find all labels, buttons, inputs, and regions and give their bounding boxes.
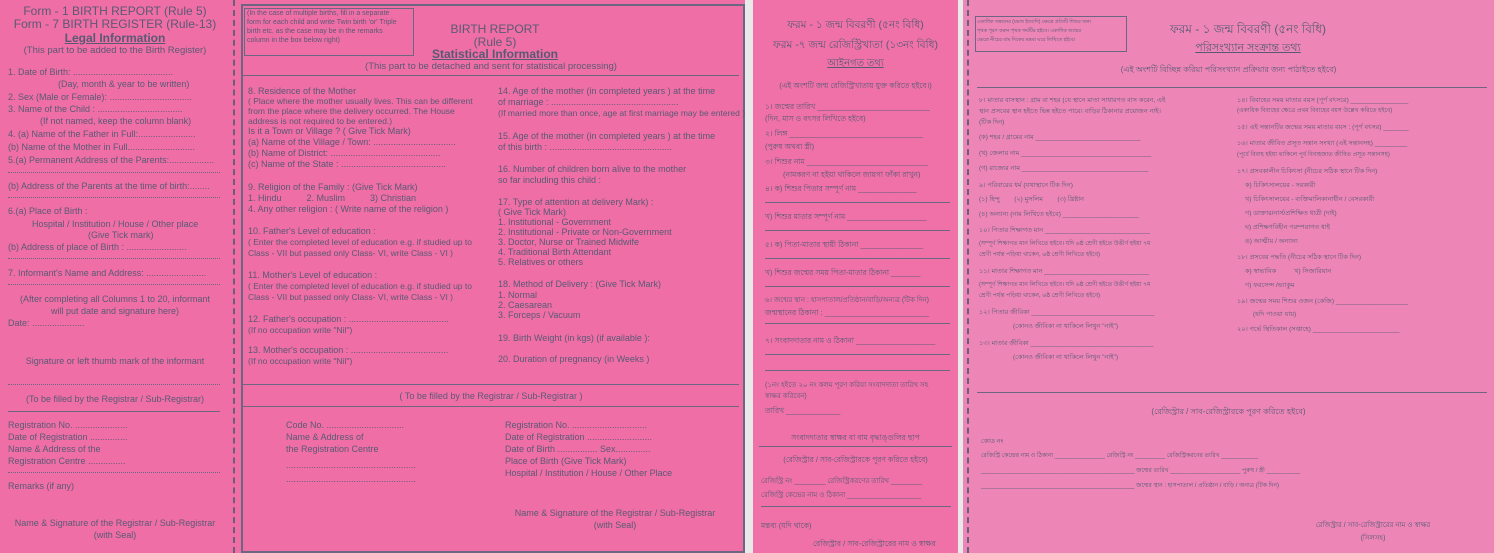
bn-q12-note: (কোনও জীবিকা না থাকিলে লিখুন "নাই") (1013, 323, 1119, 330)
bn-place-of-birth[interactable]: ৬। জন্মের স্থান : হাসপাতাল/প্রতিষ্ঠান/বাড়ি/অন্যত্র (টিক দিন) (765, 297, 930, 304)
bn-q8-town[interactable]: (ক) শহর / গ্রামের নাম _____________________________ (979, 134, 1141, 141)
bn-q16-note: (পূর্বে বিবাহ হইয়া থাকিলে পূর্ব বিবাহজাত জীবিত প্রসূত সন্তানসহ) (1237, 152, 1390, 158)
bn-q13-note: (কোনও জীবিকা না থাকিলে লিখুন "নাই") (1013, 354, 1119, 361)
q8a-village-town[interactable]: (a) Name of the Village / Town: ................................. (248, 137, 456, 147)
field-address-at-birth[interactable]: (b) Address of the Parents at the time of birth:........ (8, 181, 210, 191)
q13-mother-occupation[interactable]: 13. Mother's occupation : ....................................... (248, 345, 449, 355)
q8-note-3: address is not required to be entered.) (248, 116, 393, 126)
q16-field[interactable]: so far including this child : (498, 175, 602, 185)
bn-stat-heading: পরিসংখ্যান সংক্রান্ত তথ্য (1195, 42, 1301, 54)
q11-mother-education[interactable]: 11. Mother's Level of education : (248, 270, 378, 280)
field-address-place-of-birth[interactable]: (b) Address of place of Birth : ........................ (8, 242, 187, 252)
multiple-birth-note-2: form for each child and write Twin birth 'or' Triple (247, 19, 397, 26)
bn-q17: ১৭। প্রসবকালীন চিকিৎসা (নীচের সঠিক স্থানে টিক দিন) (1237, 168, 1378, 175)
field-place-of-birth[interactable]: 6.(a) Place of Birth : (8, 206, 88, 216)
informant-note-2: will put date and signature here) (50, 306, 180, 316)
stat-registrar-signature: Name & Signature of the Registrar / Sub-Registrar (514, 508, 716, 518)
rule-5-label: (Rule 5) (473, 35, 517, 49)
q19-birth-weight[interactable]: 19. Birth Weight (in kgs) (if available ): (498, 333, 650, 343)
bn-q10-note-1: (সম্পূর্ণ শিক্ষাগত মান লিখিতে হইবে। যদি ৬ষ্ঠ শ্রেণী হইতে উত্তীর্ণ হইয়া ৭ম (979, 241, 1151, 247)
bn-form-7-title: ফরম -৭ জন্ম রেজিস্ট্রিখাতা (১৩নং বিধি) (773, 39, 938, 51)
bn-q14-note: (একাধিক বিবাহের ক্ষেত্রে প্রথম বিবাহের বয়স উল্লেখ করিতে হইবে) (1237, 108, 1393, 114)
bn-stat-registrar-note: (রেজিস্ট্রার / সাব-রেজিস্ট্রারকে পূরণ করিতে হইবে) (1151, 407, 1306, 416)
stat-place-options[interactable]: Hospital / Institution / House / Other Place (505, 468, 673, 478)
bn-q18: ১৮। প্রসবের পদ্ধতি (নীচের সঠিক স্থানে টিক দিন) (1237, 254, 1361, 261)
multiple-birth-note-4: column in the box below right) (247, 37, 340, 44)
bn-stat-reg-line-1[interactable]: রেজিস্ট্রি কেন্দ্রের নাম ও ঠিকানা _______________ রেজিস্ট্রি নং _________ রেজিস্ট্রিকরণের তারিখ ___________ (981, 453, 1259, 459)
bn-date[interactable]: তারিখ _____________ (765, 406, 841, 415)
bn-multiple-note-2: পৃথক পূরণ করুন পৃথক ফর্মটির হইবে। একাধিক জন্মের (977, 28, 1082, 34)
bn-child-name[interactable]: ৩। শিশুর নাম _____________________________ (765, 157, 928, 166)
stat-registration-no[interactable]: Registration No. .............................. (505, 420, 648, 430)
bn-q19[interactable]: ১৯। জন্মের সময় শিশুর ওজন (কেজি) ____________________ (1237, 298, 1409, 305)
bn-mother-name[interactable]: খ) শিশুর মাতার সম্পূর্ণ নাম ___________________ (765, 212, 927, 221)
bn-q9-options[interactable]: (১) হিন্দু (২) মুসলিম (৩) খ্রিষ্টান (979, 196, 1085, 203)
bn-perforation-line (967, 0, 969, 553)
bn-child-name-hint: (নামকরণ না হইয়া থাকিলে জায়গা ফাঁকা রাখুন) (783, 170, 921, 179)
bn-dob-hint: (দিন, মাস ও বৎসর লিখিতে হইবে) (765, 114, 866, 123)
perforation-line (233, 0, 235, 553)
hint-date: (Day, month & year to be written) (58, 79, 190, 89)
bn-stat-subnote: (এই অংশটি বিচ্ছিন্ন করিয়া পরিসংখ্যান প্রক্রিয়ার জন্য পাঠাইতে হইবে) (1120, 65, 1337, 74)
bn-q11-note-1: (সম্পূর্ণ শিক্ষাগত মান লিখিতে হইবে। যদি ৬ষ্ঠ শ্রেণী হইতে উত্তীর্ণ হইয়া ৭ম (979, 282, 1151, 288)
field-child-name[interactable]: 3. Name of the Child : .................................. (8, 104, 183, 114)
registrar-fill-note: (To be filled by the Registrar / Sub-Registrar) (25, 394, 205, 404)
bn-stat-with-seal: (সিলসহ) (1360, 535, 1386, 542)
bengali-statistical-sheet (963, 0, 1494, 553)
q10-note-1: ( Enter the completed level of education e.g. if studied up to (248, 237, 472, 247)
q8-note-1: ( Place where the mother usually lives. This can be different (248, 96, 473, 106)
bn-form-1-title: ফরম - ১ জন্ম বিবরণী (৫নং বিধি) (787, 19, 924, 31)
field-father-name[interactable]: 4. (a) Name of the Father in Full:....................... (8, 129, 196, 139)
registrar-signature-label: Name & Signature of the Registrar / Sub-Registrar (14, 518, 216, 528)
q20-pregnancy-duration[interactable]: 20. Duration of pregnancy (in Weeks ) (498, 354, 650, 364)
q10-father-education[interactable]: 10. Father's Level of education : (248, 226, 376, 236)
bn-q12[interactable]: ১২। পিতার জীবিকা __________________________________ (979, 309, 1155, 316)
informant-signature-label: Signature or left thumb mark of the informant (25, 356, 205, 366)
q8-residence: 8. Residence of the Mother (248, 86, 357, 96)
bn-multiple-note-3: ক্ষেত্রে নীচের বাম দিকের মন্তব্য ঘরে লিখিতে হইবে। (977, 37, 1076, 43)
bn-informant-note-1: (১নং হইতে ২০ নং কলম পূরণ করিয়া সংবাদদাতা তারিখ সহ (765, 382, 929, 389)
bn-q10[interactable]: ১০। পিতার শিক্ষাগত মান _____________________________ (979, 227, 1150, 234)
q11-note-1: ( Enter the completed level of education e.g. if studied up to (248, 281, 472, 291)
q14-age-at-marriage: 14. Age of the mother (in completed years ) at the time (498, 86, 716, 96)
q9-other[interactable]: 4. Any other religion : ( Write name of the religion ) (248, 204, 449, 214)
bn-address-at-birth[interactable]: খ) শিশুর জন্মের সময় পিতা-মাতার ঠিকানা _______ (765, 268, 921, 277)
q15-age-at-birth: 15. Age of the mother (in completed years ) at the time (498, 131, 716, 141)
code-no-field[interactable]: Code No. ............................... (286, 420, 405, 430)
english-birth-report-sheet (0, 0, 745, 553)
bn-stat-reg-line-3[interactable]: ______________________________________________ জন্মের স্থান : হাসপাতাল / প্রতিষ্ঠান / বাড়ি / অন্যত্র (টিক দিন) (981, 483, 1280, 489)
stat-registrar-note: ( To be filled by the Registrar / Sub-Registrar ) (399, 391, 583, 401)
centre-line-1[interactable]: .................................................... (286, 460, 417, 470)
q16-children-alive: 16. Number of children born alive to the mother (498, 164, 687, 174)
bn-permanent-address[interactable]: ৫। ক) পিতা-মাতার স্থায়ী ঠিকানা _______________ (765, 240, 924, 249)
bn-q14[interactable]: ১৪। বিবাহের সময় মাতার বয়স (পূর্ণ বৎসরে) ________________ (1237, 97, 1409, 104)
bn-registrar-signature: রেজিস্ট্রার / সাব-রেজিস্ট্রারের নাম ও স্বাক্ষর (813, 539, 936, 548)
q17-opt-4[interactable]: 4. Traditional Birth Attendant (498, 247, 612, 257)
field-remarks[interactable]: Remarks (if any) (8, 481, 75, 491)
bn-informant-note-2: স্বাক্ষর করিবেন) (765, 393, 807, 400)
hint-child-name: (If not named, keep the column blank) (40, 116, 192, 126)
name-address-label: Name & Address of (286, 432, 364, 442)
bn-q18-opt-2[interactable]: গ) ফরসেপ্স /ভ্যাকুম (1245, 282, 1295, 289)
bn-place-address[interactable]: জন্মস্থানের ঠিকানা : _________________________ (765, 308, 929, 317)
stat-date-of-registration[interactable]: Date of Registration .......................... (505, 432, 653, 442)
bn-q13[interactable]: ১৩। মাতার জীবিকা __________________________________ (979, 340, 1154, 347)
bn-q8-state[interactable]: (গ) রাজ্যের নাম ___________________________________ (979, 165, 1149, 172)
bn-q9-other[interactable]: (৪) অন্যান্য (নাম লিখিতে হইবে) _____________________ (979, 211, 1139, 218)
bn-date-of-birth[interactable]: ১। জন্মের তারিখ ___________________________ (765, 102, 930, 111)
form-7-title: Form - 7 BIRTH REGISTER (Rule-13) (13, 17, 217, 31)
q17-opt-3[interactable]: 3. Doctor, Nurse or Trained Midwife (498, 237, 640, 247)
bn-informant-signature: সংবাদদাতার স্বাক্ষর বা বাম বৃদ্ধাঙ্গুলির ছাপ (791, 433, 920, 442)
field-date-of-registration[interactable]: Date of Registration ............... (8, 432, 128, 442)
bn-q16[interactable]: ১৬। মাতার জীবিত প্রসূত সন্তান সংখ্যা (এই সন্তানসহ) _________ (1237, 140, 1408, 147)
bn-legal-note: (এই অংশটি জন্ম রেজিস্ট্রিখাতায় যুক্ত করিতে হইবে।) (779, 81, 932, 90)
bn-q9: ৯। পরিবারের ধর্ম (যথাস্থানে টিক দিন) (979, 182, 1073, 189)
q14-field[interactable]: of marriage : ................................................... (498, 97, 679, 107)
q12-note: (If no occupation write "Nil") (248, 325, 353, 335)
bn-q20[interactable]: ২০। গর্ভে স্থিতিকাল (সপ্তাহে) ________________________ (1237, 326, 1400, 333)
form-1-title: Form - 1 BIRTH REPORT (Rule 5) (23, 4, 207, 18)
bn-q8-district[interactable]: (খ) জেলার নাম ____________________________________ (979, 150, 1152, 157)
q8b-district[interactable]: (b) Name of District: ............................................ (248, 148, 441, 158)
field-sex[interactable]: 2. Sex (Male or Female): ................................. (8, 92, 193, 102)
bn-q17-opt-1[interactable]: ক) চিকিৎসালয়ের - সরকারী (1245, 182, 1316, 189)
bn-q17-opt-5[interactable]: ঙ) আত্মীয় / অন্যান্য (1245, 238, 1298, 245)
bn-q11[interactable]: ১১। মাতার শিক্ষাগত মান _____________________________ (979, 268, 1150, 275)
bn-q8-note: স্থান প্রসবের স্থান হইতে ভিন্ন হইতে পারে। বাড়ির ঠিকানার প্রয়োজন নাই। (979, 108, 1161, 115)
bn-q10-note-2: শ্রেণী পর্যন্ত পড়িয়া থাকেন, ৬ষ্ঠ শ্রেণী লিখিতে হইবে) (979, 252, 1101, 258)
bn-registration-no[interactable]: রেজিস্ট্রি নং ________ রেজিস্ট্রিকরণের তারিখ ________ (761, 478, 923, 485)
bn-q8-tick: (টিক দিন) (979, 119, 1005, 126)
multiple-birth-note-1: (In the case of multiple births, fill in a separate (247, 10, 390, 17)
bn-code-no[interactable]: কোড নং (981, 438, 1004, 445)
q8-town-village[interactable]: Is it a Town or Village ? ( Give Tick Mark) (248, 126, 411, 136)
bn-father-name[interactable]: ৪। ক) শিশুর পিতার সম্পূর্ণ নাম ______________ (765, 184, 917, 193)
bn-q19-note: (যদি পাওয়া যায়) (1253, 311, 1297, 318)
bn-sex[interactable]: ২। লিঙ্গ ________________________________ (765, 129, 923, 138)
field-date[interactable]: Date: ..................... (8, 318, 85, 328)
bn-multiple-note-1: একাধিক সন্তানের (যমজ ইত্যাদি) ক্ষেত্রে প্রতিটি শিশুর জন্য (977, 19, 1092, 25)
q9-options[interactable]: 1. Hindu 2. Muslim 3) Christian (248, 193, 417, 203)
stat-with-seal: (with Seal) (593, 520, 637, 530)
place-options: Hospital / Institution / House / Other place (32, 219, 199, 229)
statistical-subnote: (This part to be detached and sent for statistical processing) (365, 61, 617, 72)
multiple-birth-note-3: birth etc. as the case may be in the remarks (247, 28, 383, 35)
centre-line-2[interactable]: .................................................... (286, 474, 417, 484)
q18-method: 18. Method of Delivery : (Give Tick Mark) (498, 279, 662, 289)
field-informant[interactable]: 7. Informant's Name and Address: ........................ (8, 268, 207, 278)
field-permanent-address[interactable]: 5.(a) Permanent Address of the Parents:.................. (8, 155, 215, 165)
field-mother-name[interactable]: (b) Name of the Mother in Full........................... (8, 142, 196, 152)
birth-report-title: BIRTH REPORT (450, 22, 540, 36)
q14-note: (If married more than once, age at first marriage may be entered ) (498, 108, 745, 118)
bn-sex-hint: (পুরুষ অথবা স্ত্রী) (765, 142, 815, 151)
q17-opt-1[interactable]: 1. Institutional - Government (498, 217, 612, 227)
bn-stat-title: ফরম - ১ জন্ম বিবরণী (৫নং বিধি) (1169, 22, 1327, 36)
hint-tick-mark: (Give Tick mark) (88, 230, 154, 240)
legal-information-heading: Legal Information (64, 31, 166, 45)
field-registration-centre[interactable]: Registration Centre ............... (8, 456, 126, 466)
field-name-address-label: Name & Address of the (8, 444, 101, 454)
q18-opt-2[interactable]: 2. Caesarean (498, 300, 553, 310)
q8c-state[interactable]: (c) Name of the State : .......................................... (248, 159, 447, 169)
bn-q11-note-2: শ্রেণী পর্যন্ত পড়িয়া থাকেন, ৬ষ্ঠ শ্রেণী লিখিতে হইবে) (979, 293, 1101, 299)
bengali-legal-sheet (753, 0, 958, 553)
bn-registrar-note: (রেজিস্ট্রার / সাব-রেজিস্ট্রারকে পূরণ করিতে হইবে) (783, 455, 928, 464)
bn-stat-reg-line-2[interactable]: ______________________________________________ জন্মের তারিখ _____________________ পুরুষ / স্ত্রী __________ (981, 468, 1300, 474)
q11-note-2: Class - VII but passed only Class- VI, write Class - VI ) (248, 292, 454, 302)
with-seal-label: (with Seal) (93, 530, 137, 540)
bn-q18-opt-1[interactable]: ক) স্বাভাবিক খ) সিজারিয়ান (1245, 268, 1332, 275)
field-date-of-birth[interactable]: 1. Date of Birth: ........................................ (8, 67, 174, 77)
bn-remarks[interactable]: মন্তব্য (যদি থাকে) (761, 521, 812, 530)
bn-q17-opt-4[interactable]: ঘ) প্রশিক্ষণবিহীন পরম্পরাগত ধাই (1245, 224, 1331, 231)
legal-note: (This part to be added to the Birth Register) (23, 45, 207, 56)
q17-tick-hint: ( Give Tick Mark) (498, 207, 567, 217)
q13-note: (If no occupation write "Nil") (248, 356, 353, 366)
q9-religion: 9. Religion of the Family : (Give Tick Mark) (248, 182, 418, 192)
bn-registration-centre[interactable]: রেজিস্ট্রি কেন্দ্রের নাম ও ঠিকানা ___________________ (761, 492, 922, 499)
stat-date-of-birth-sex[interactable]: Date of Birth ................ Sex.............. (505, 444, 651, 454)
q15-field[interactable]: of this birth : ................................................. (498, 142, 673, 152)
q8-note-2: from the place where the delivery occurred. The House (248, 106, 455, 116)
registration-centre-label: the Registration Centre (286, 444, 379, 454)
bn-q15[interactable]: ১৫। এই সন্তানটির জন্মের সময় মাতার বয়স : (পূর্ণ বৎসর) _______ (1237, 124, 1409, 131)
bn-stat-registrar-signature: রেজিস্ট্রার / সাব-রেজিস্ট্রারের নাম ও স্বাক্ষর (1315, 522, 1431, 529)
bn-legal-heading: আইনগত তথ্য (827, 58, 884, 69)
bn-q8: ৮। মাতার বাসস্থান : গ্রাম বা শহর (যে স্থানে মাতা সাধারণত বাস করেন, এই (979, 97, 1166, 104)
q10-note-2: Class - VII but passed only Class- VI, write Class - VI ) (248, 248, 454, 258)
q17-opt-2[interactable]: 2. Institutional - Private or Non-Government (498, 227, 672, 237)
q18-opt-1[interactable]: 1. Normal (498, 290, 538, 300)
bn-informant[interactable]: ৭। সংবাদদাতার নাম ও ঠিকানা ___________________ (765, 336, 936, 345)
field-registration-no[interactable]: Registration No. ..................... (8, 420, 128, 430)
q17-attention: 17. Type of attention at delivery Mark) : (498, 197, 654, 207)
q12-father-occupation[interactable]: 12. Father's occupation : ........................................ (248, 314, 449, 324)
q17-opt-5[interactable]: 5. Relatives or others (498, 257, 584, 267)
bn-q17-opt-2[interactable]: খ) চিকিৎসালয়ের - ব্যক্তিমালিকানাধীন / বেসরকারী (1245, 196, 1375, 203)
informant-note: (After completing all Columns 1 to 20, informant (19, 294, 211, 304)
statistical-information-heading: Statistical Information (431, 47, 559, 61)
stat-place-of-birth: Place of Birth (Give Tick Mark) (505, 456, 627, 466)
q18-opt-3[interactable]: 3. Forceps / Vacuum (498, 310, 581, 320)
bn-q17-opt-3[interactable]: গ) ডাক্তার/নার্স/প্রশিক্ষিত ধাত্রী (দাই) (1245, 210, 1337, 217)
